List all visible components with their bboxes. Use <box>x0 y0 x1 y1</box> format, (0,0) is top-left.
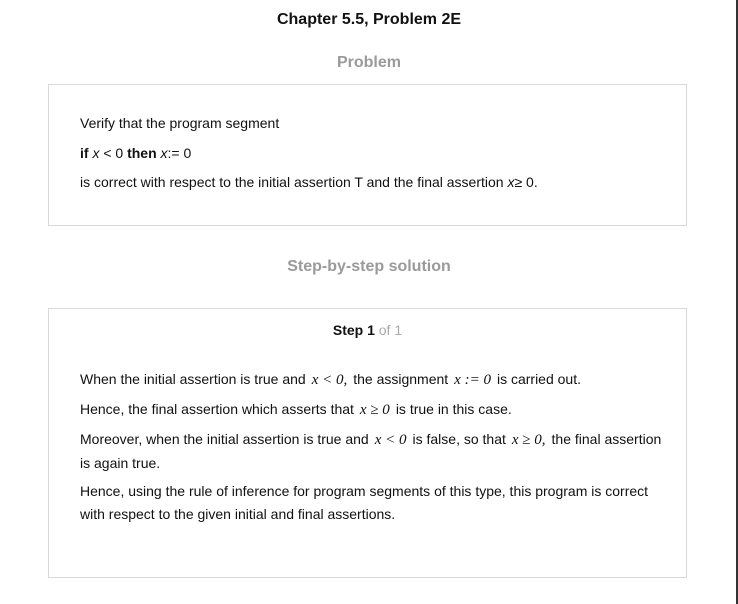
code-assignment: := 0 <box>167 145 192 161</box>
p1-math-2: x := 0 <box>454 372 491 388</box>
solution-paragraph-2 <box>80 398 512 422</box>
solution-paragraph-4: Hence, using the rule of inference for program segments of this type, this program is correct with respect to the given initial and final assertions. <box>80 483 649 522</box>
keyword-if: if <box>80 145 89 161</box>
problem-heading: Problem <box>336 54 401 71</box>
p1-text-2: the assignment <box>353 371 449 387</box>
code-var-x: x <box>92 145 100 161</box>
solution-paragraph-3 <box>80 428 670 475</box>
p3-text-3: the final assertion is again true. <box>80 431 662 471</box>
problem-intro: Verify that the program segment <box>80 115 280 131</box>
p2-text-1: Hence, the final assertion which asserts that <box>80 401 354 417</box>
problem-conclusion <box>80 171 538 194</box>
p1-math-1: x < 0, <box>311 372 348 388</box>
p3-math-1: x < 0 <box>374 432 407 448</box>
solution-heading: Step-by-step solution <box>287 258 451 275</box>
p2-math-1: x ≥ 0 <box>359 402 390 418</box>
solution-paragraph-1 <box>80 368 581 392</box>
conclusion-var: x <box>507 174 515 190</box>
p1-text-3: is carried out. <box>496 371 581 387</box>
step-label <box>49 322 686 338</box>
p1-text-1: When the initial assertion is true and <box>80 371 306 387</box>
program-segment <box>80 142 191 165</box>
code-var-x-assign: x <box>160 145 168 161</box>
conclusion-text: is correct with respect to the initial assertion T and the final assertion <box>80 174 508 190</box>
step-of-total: of 1 <box>374 322 403 338</box>
step-number: Step 1 <box>332 322 375 338</box>
problem-box <box>48 84 687 226</box>
p3-math-2: x ≥ 0, <box>511 432 546 448</box>
conclusion-tail: ≥ 0. <box>514 174 538 190</box>
keyword-then: then <box>127 145 157 161</box>
p3-text-2: is false, so that <box>412 431 506 447</box>
page-title: Chapter 5.5, Problem 2E <box>276 11 462 28</box>
solution-box <box>48 308 687 578</box>
p2-text-2: is true in this case. <box>395 401 512 417</box>
code-condition: < 0 <box>99 145 128 161</box>
p3-text-1: Moreover, when the initial assertion is true and <box>80 431 369 447</box>
